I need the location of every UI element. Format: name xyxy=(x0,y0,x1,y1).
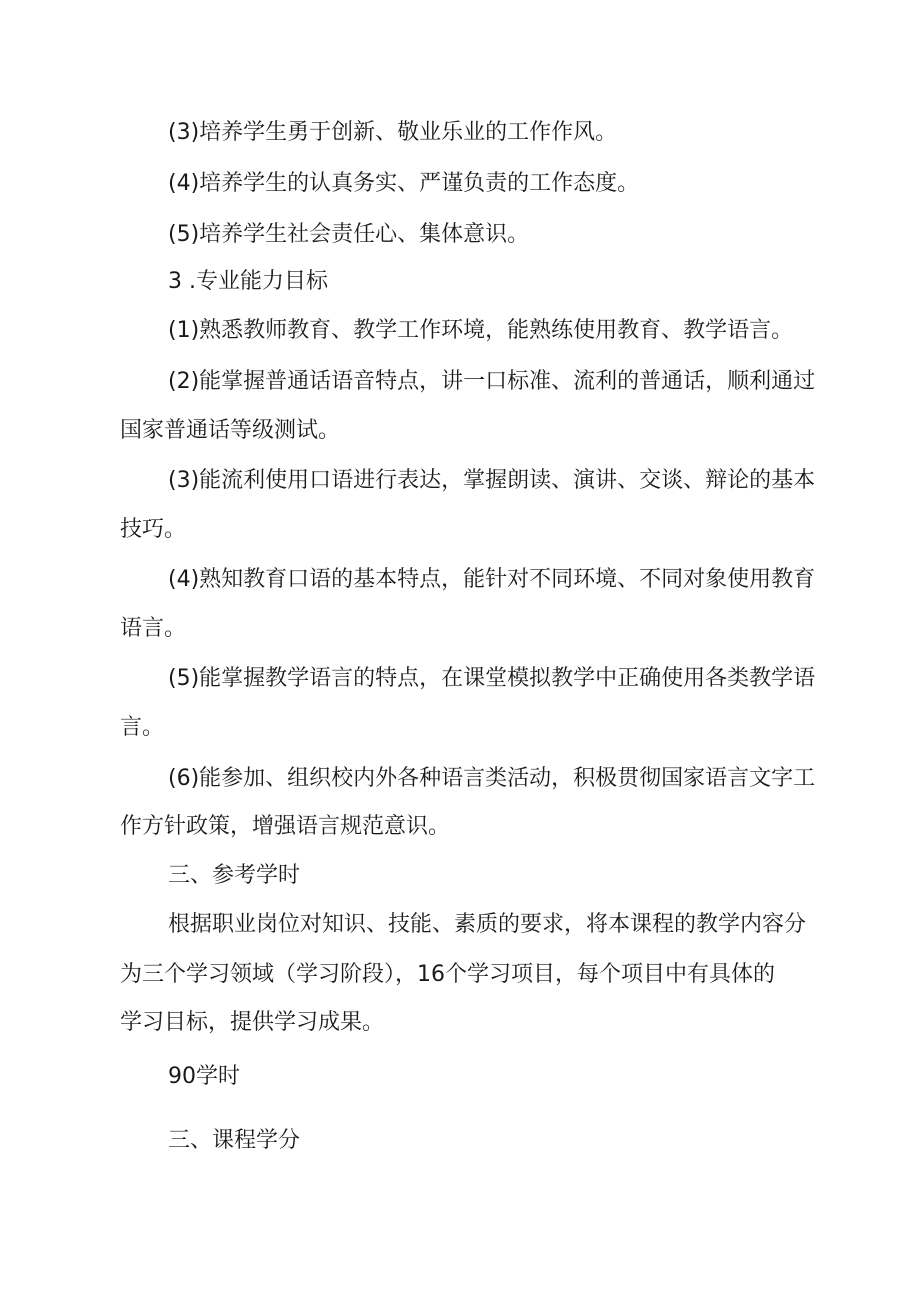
hours-paragraph-line-3: 学习目标，提供学习成果。 xyxy=(120,1010,385,1035)
section-heading-professional-ability: 3 .专业能力目标 xyxy=(168,269,328,294)
ability-5-line: (5)能掌握教学语言的特点，在课堂模拟教学中正确使用各类教学语 xyxy=(168,666,816,691)
ability-3-continuation: 技巧。 xyxy=(120,517,187,542)
ability-1-line: (1)熟悉教师教育、教学工作环境，能熟练使用教育、教学语言。 xyxy=(168,318,794,343)
ability-6-continuation: 作方针政策，增强语言规范意识。 xyxy=(120,814,451,839)
objective-3-line: (3)培养学生勇于创新、敬业乐业的工作作风。 xyxy=(168,120,618,145)
ability-5-continuation: 言。 xyxy=(120,715,165,740)
ability-2-continuation: 国家普通话等级测试。 xyxy=(120,418,341,443)
section-heading-course-credits: 三、课程学分 xyxy=(168,1128,301,1153)
ability-4-continuation: 语言。 xyxy=(120,616,187,641)
objective-4-line: (4)培养学生的认真务实、严谨负责的工作态度。 xyxy=(168,171,640,196)
objective-5-line: (5)培养学生社会责任心、集体意识。 xyxy=(168,222,530,247)
ability-6-line: (6)能参加、组织校内外各种语言类活动，积极贯彻国家语言文字工 xyxy=(168,766,816,791)
ability-2-line: (2)能掌握普通话语音特点，讲一口标准、流利的普通话，顺利通过 xyxy=(168,369,816,394)
ability-4-line: (4)熟知教育口语的基本特点，能针对不同环境、不同对象使用教育 xyxy=(168,567,816,592)
total-hours: 90学时 xyxy=(168,1064,240,1089)
hours-paragraph-line-2: 为三个学习领域（学习阶段），16个学习项目，每个项目中有具体的 xyxy=(120,962,775,987)
hours-paragraph-line-1: 根据职业岗位对知识、技能、素质的要求，将本课程的教学内容分 xyxy=(168,912,807,937)
section-heading-reference-hours: 三、参考学时 xyxy=(168,863,301,888)
ability-3-line: (3)能流利使用口语进行表达，掌握朗读、演讲、交谈、辩论的基本 xyxy=(168,468,816,493)
